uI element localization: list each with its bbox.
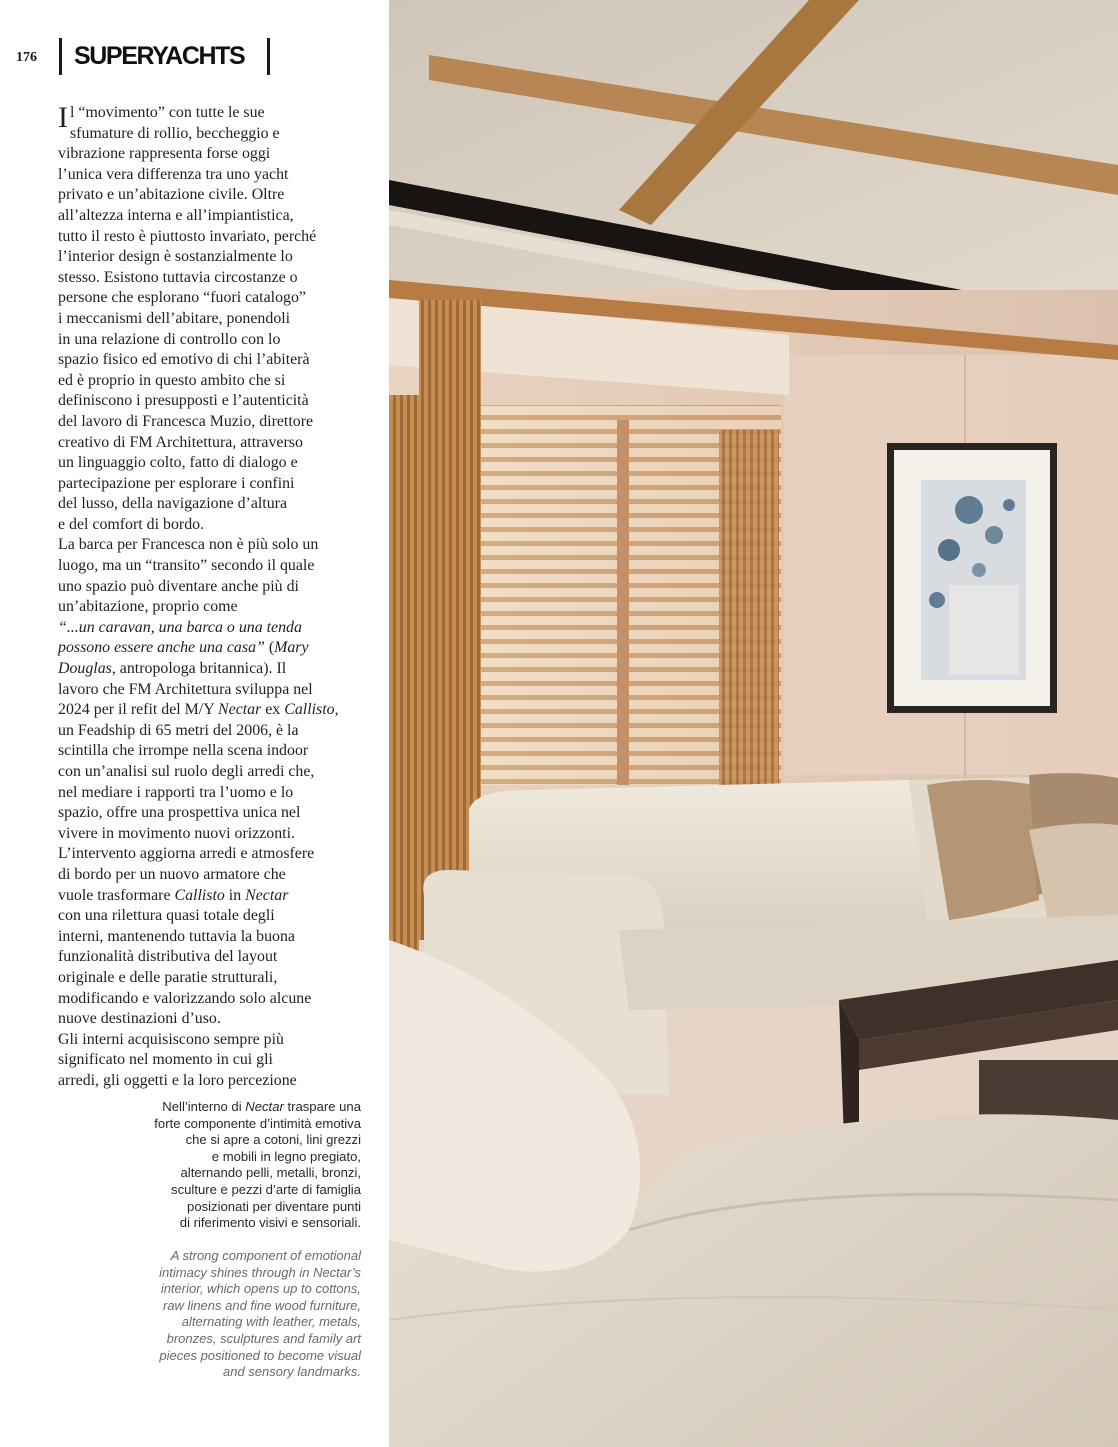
text-run: originale e delle paratie strutturali,	[58, 968, 278, 986]
text-line	[58, 330, 364, 351]
text-run: Nell’interno di	[162, 1099, 246, 1114]
text-line	[101, 1165, 361, 1182]
text-run: di bordo per un nuovo armatore che	[58, 865, 286, 883]
text-line	[58, 865, 364, 886]
text-run: nel mediare i rapporti tra l’uomo e lo	[58, 783, 294, 801]
text-line: raw linens and fine wood furniture,	[162, 1297, 361, 1313]
text-line	[58, 906, 364, 927]
text-line	[58, 947, 364, 968]
text-run: del lavoro di Francesca Muzio, direttore	[58, 412, 314, 430]
text-line: A strong component of emotional	[170, 1248, 361, 1263]
text-run: sculture e pezzi d’arte di famiglia	[171, 1181, 361, 1197]
text-line	[58, 577, 364, 598]
drop-cap: I	[58, 101, 68, 134]
text-run: modificando e valorizzando solo alcune	[58, 989, 312, 1007]
italic-text: “...un caravan, una barca o una tenda	[58, 618, 302, 636]
text-line	[58, 989, 364, 1010]
text-run: funzionalità distributiva del layout	[58, 948, 278, 966]
interior-photo	[389, 0, 1118, 1447]
text-line	[101, 1132, 361, 1149]
section-title: SUPERYACHTS	[74, 42, 245, 70]
header-rule-right	[267, 38, 270, 75]
photo-caption-english	[101, 1248, 361, 1381]
text-line	[58, 288, 364, 309]
text-line	[101, 1199, 361, 1216]
text-line	[58, 721, 364, 742]
text-run: spazio, offre una prospettiva unica nel	[58, 804, 301, 822]
text-line: interior, which opens up to cottons,	[160, 1281, 361, 1297]
text-run: Gli interni acquisiscono sempre più	[58, 1030, 284, 1048]
text-run: persone che esplorano “fuori catalogo”	[58, 289, 306, 307]
text-run: in	[224, 886, 246, 904]
text-line: pieces positioned to become visual	[159, 1347, 361, 1363]
text-line	[58, 927, 364, 948]
artwork-circle	[955, 496, 983, 524]
text-line	[101, 1215, 361, 1232]
text-run: all’altezza interna e all’impiantistica,	[58, 206, 294, 224]
text-run: interni, mantenendo tuttavia la buona	[58, 927, 295, 945]
text-run: spazio fisico ed emotivo di chi l’abiterà	[58, 351, 310, 369]
text-line	[58, 535, 364, 556]
text-run: La barca per Francesca non è più solo un	[58, 536, 319, 554]
text-line	[58, 227, 364, 248]
text-run: alternando pelli, metalli, bronzi,	[180, 1165, 361, 1181]
text-line	[58, 597, 364, 618]
text-line	[58, 638, 364, 659]
text-line	[58, 350, 364, 371]
text-line	[58, 309, 364, 330]
text-line	[58, 618, 364, 639]
italic-text: Callisto	[174, 886, 225, 904]
text-run: l “movimento” con tutte le sue	[70, 104, 265, 121]
text-run: stesso. Esistono tuttavia circostanze o	[58, 268, 298, 286]
text-run: ,	[334, 701, 339, 719]
text-line	[58, 803, 364, 824]
text-line	[58, 556, 364, 577]
text-line	[58, 144, 364, 165]
text-run: scintilla che irrompe nella scena indoor	[58, 742, 309, 760]
text-line	[58, 1030, 364, 1051]
text-run: creativo di FM Architettura, attraverso	[58, 433, 303, 451]
text-line	[58, 1050, 364, 1071]
text-run: l’unica vera differenza tra uno yacht	[58, 165, 289, 183]
text-run: e del comfort di bordo.	[58, 515, 205, 533]
text-run: uno spazio può diventare anche più di	[58, 577, 299, 595]
text-run: (	[264, 639, 275, 657]
header-rule-left	[59, 38, 62, 75]
text-run: sfumature di rollio, beccheggio e	[70, 124, 280, 142]
text-run: arredi, gli oggetti e la loro percezione	[58, 1071, 297, 1089]
text-line	[58, 824, 364, 845]
italic-text: Nectar	[245, 1099, 284, 1114]
text-run: partecipazione per esplorare i confini	[58, 474, 295, 492]
text-line	[58, 371, 364, 392]
text-run: ex	[261, 701, 285, 719]
text-line	[58, 391, 364, 412]
italic-text: Douglas	[58, 660, 112, 678]
text-line	[58, 515, 364, 536]
text-run: nuove destinazioni d’uso.	[58, 1010, 221, 1028]
text-run: traspare una	[283, 1099, 361, 1114]
text-line	[58, 783, 364, 804]
text-line	[101, 1149, 361, 1166]
text-run: con una rilettura quasi totale degli	[58, 907, 275, 925]
article-body	[58, 103, 364, 1092]
text-line: alternating with leather, metals,	[181, 1314, 361, 1330]
text-run: un Feadship di 65 metri del 2006, è la	[58, 721, 299, 739]
text-line: intimacy shines through in Nectar’s	[159, 1264, 361, 1280]
page-number: 176	[16, 50, 37, 65]
text-run: un linguaggio colto, fatto di dialogo e	[58, 454, 298, 472]
text-line	[101, 1182, 361, 1199]
text-run: vuole trasformare	[58, 886, 175, 904]
text-line	[58, 185, 364, 206]
text-line	[58, 124, 364, 145]
text-run: i meccanismi dell’abitare, ponendoli	[58, 309, 291, 327]
text-line	[58, 474, 364, 495]
text-line	[58, 659, 364, 680]
text-run: tutto il resto è piuttosto invariato, perché	[58, 227, 317, 245]
text-line	[58, 680, 364, 701]
text-line	[101, 1116, 361, 1133]
text-run: significato nel momento in cui gli	[58, 1051, 273, 1069]
text-run: un’abitazione, proprio come	[58, 598, 238, 616]
text-line	[58, 206, 364, 227]
text-line	[58, 494, 364, 515]
text-run: e mobili in legno pregiato,	[211, 1148, 361, 1164]
text-run: che si apre a cotoni, lini grezzi	[185, 1132, 361, 1148]
fluted-wood-column	[389, 395, 419, 955]
text-line	[58, 165, 364, 186]
text-line	[58, 844, 364, 865]
text-run: lavoro che FM Architettura sviluppa nel	[58, 680, 313, 698]
text-run: , antropologa britannica). Il	[111, 660, 287, 678]
text-line	[101, 1099, 361, 1116]
text-line	[58, 453, 364, 474]
text-run: vivere in movimento nuovi orizzonti.	[58, 824, 295, 842]
text-run: forte componente d’intimità emotiva	[154, 1115, 361, 1131]
italic-text: possono essere anche una casa”	[58, 639, 265, 657]
text-run: privato e un’abitazione civile. Oltre	[58, 186, 285, 204]
text-line	[58, 247, 364, 268]
text-run: ed è proprio in questo ambito che si	[58, 371, 286, 389]
photo-caption-italian	[101, 1099, 361, 1232]
text-line: and sensory landmarks.	[222, 1364, 361, 1380]
text-line	[58, 433, 364, 454]
text-line	[58, 886, 364, 907]
text-run: posizionati per diventare punti	[187, 1198, 361, 1214]
text-line	[58, 1009, 364, 1030]
text-run: di riferimento visivi e sensoriali.	[179, 1215, 361, 1231]
text-run: vibrazione rappresenta forse oggi	[58, 145, 271, 163]
text-line	[58, 103, 364, 124]
text-line	[58, 700, 364, 721]
text-run: definiscono i presupposti e l’autenticità	[58, 392, 309, 410]
text-run: l’interior design è sostanzialmente lo	[58, 248, 293, 266]
text-line	[58, 268, 364, 289]
italic-text: Nectar	[218, 701, 262, 719]
italic-text: Mary	[274, 639, 309, 657]
text-line	[58, 968, 364, 989]
text-line: bronzes, sculptures and family art	[166, 1330, 361, 1346]
italic-text: Callisto	[284, 701, 335, 719]
photo-illustration	[389, 0, 1118, 1447]
text-run: con un’analisi sul ruolo degli arredi che,	[58, 763, 315, 780]
text-line	[58, 762, 364, 783]
text-line	[58, 1071, 364, 1092]
text-line	[58, 741, 364, 762]
text-run: del lusso, della navigazione d’altura	[58, 495, 288, 513]
text-run: 2024 per il refit del M/Y	[58, 701, 219, 719]
text-run: in una relazione di controllo con lo	[58, 330, 281, 348]
text-line	[58, 412, 364, 433]
text-run: luogo, ma un “transito” secondo il quale	[58, 557, 315, 575]
italic-text: Nectar	[245, 886, 289, 904]
text-run: L’intervento aggiorna arredi e atmosfere	[58, 845, 315, 863]
